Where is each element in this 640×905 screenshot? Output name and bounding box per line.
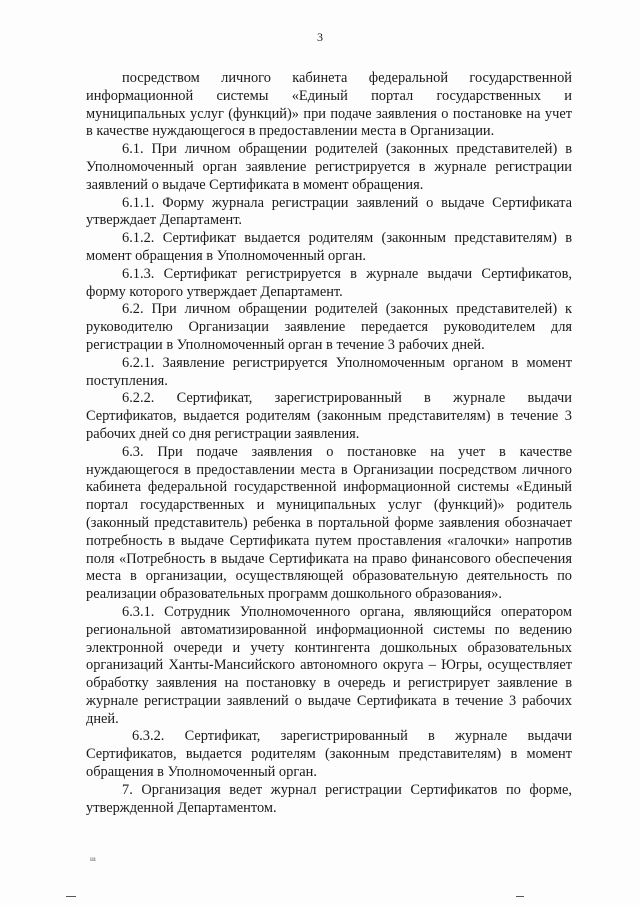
paragraph-6-2-2: 6.2.2. Сертификат, зарегистрированный в журнале выдачи Сертификатов, выдается родителям (законным представителям) в течение 3 рабочих дней со дня регистрации заявления. bbox=[86, 390, 572, 442]
paragraph-6-1: 6.1. При личном обращении родителей (законных представителей) в Уполномоченный орган заявление регистрируется в журнале регистрации заявлений о выдаче Сертификата в момент обращения. bbox=[86, 141, 572, 193]
paragraph-6-1-3: 6.1.3. Сертификат регистрируется в журнале выдачи Сертификатов, форму которого утверждает Департамент. bbox=[86, 265, 572, 300]
scan-edge-mark-right bbox=[516, 896, 524, 897]
page-number: 3 bbox=[317, 30, 323, 44]
paragraph-6-1-2: 6.1.2. Сертификат выдается родителям (законным представителям) в момент обращения в Уполномоченный орган. bbox=[86, 230, 572, 264]
paragraph-continuation: посредством личного кабинета федеральной государственной информационной системы «Единый портал государственных и муниципальных услуг (функций)» при подаче заявления о постановке на учет в качестве нуждающегося в предоставлении места в Организации. bbox=[86, 70, 572, 140]
paragraph-6-3: 6.3. При подаче заявления о постановке на учет в качестве нуждающегося в предоставлении места в Организации посредством личного кабинета федеральной государственной информационной системы «Единый портал государственных и муниципальных услуг (функций)» родитель (законный представитель) ребенка в портальной форме заявления обозначает потребность в выдаче Сертификата путем проставления «галочки» напротив поля «Потребность в выдаче Сертификата на право финансового обеспечения места в организации, осуществляющей образовательную деятельность по реализации образовательных программ дошкольного образования». bbox=[86, 443, 572, 603]
scan-edge-mark-left bbox=[66, 896, 76, 897]
paragraph-6-2: 6.2. При личном обращении родителей (законных представителей) к руководителю Организации заявление передается руководителем для регистрации в Уполномоченный орган в течение 3 рабочих дней. bbox=[86, 301, 572, 353]
document-body bbox=[86, 70, 572, 817]
paragraph-6-2-1: 6.2.1. Заявление регистрируется Уполномоченным органом в момент поступления. bbox=[86, 354, 572, 389]
footer-mark: ııı bbox=[90, 855, 96, 863]
paragraph-6-3-1: 6.3.1. Сотрудник Уполномоченного органа, являющийся оператором региональной автоматизированной информационной системы по ведению электронной очереди и учету контингента дошкольных образовательных организаций Ханты-Мансийского автономного округа – Югры, осуществляет обработку заявления на постановку в очередь и регистрирует заявление в журнале регистрации заявлений о выдаче Сертификата в течение 3 рабочих дней. bbox=[86, 603, 572, 727]
paragraph-6-3-2: 6.3.2. Сертификат, зарегистрированный в журнале выдачи Сертификатов, выдается родителям (законным представителям) в момент обращения в Уполномоченный орган. bbox=[86, 728, 572, 781]
paragraph-6-1-1: 6.1.1. Форму журнала регистрации заявлений о выдаче Сертификата утверждает Департамент. bbox=[86, 194, 572, 229]
paragraph-7: 7. Организация ведет журнал регистрации Сертификатов по форме, утвержденной Департаментом. bbox=[86, 781, 572, 816]
